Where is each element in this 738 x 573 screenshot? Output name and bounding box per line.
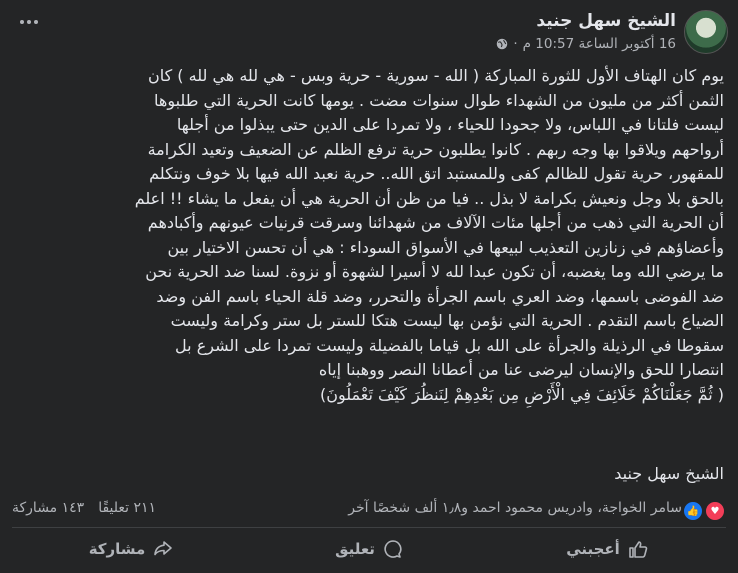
more-options-icon[interactable] [14, 12, 44, 32]
thumbs-up-icon [628, 539, 648, 559]
meta-separator: · [513, 36, 518, 52]
shares-count[interactable]: ١٤٣ مشاركة [12, 500, 85, 516]
reactors-text[interactable]: سامر الخواجة، وادريس محمود احمد و١٫٨ ألف شخصًا آخر [348, 500, 682, 516]
post-actions [12, 530, 726, 568]
comment-button[interactable] [250, 530, 488, 568]
post-line: ما يرضي الله وما يغضبه، أن تكون عبدا لله لا أسيرا لشهوة أو نزوة. لسنا ضد الحرية نحن [145, 262, 724, 281]
avatar[interactable] [684, 10, 728, 54]
post-signature: الشيخ سهل جنيد [614, 464, 724, 483]
like-button[interactable] [488, 530, 726, 568]
share-arrow-icon [153, 539, 173, 559]
post-line: أن الحرية التي ذهب من أجلها مئات الآلاف من شهدائنا وسرقت قرنيات عيونهم وأكبادهم [147, 213, 724, 232]
post-line: ( ثُمَّ جَعَلْنَاكُمْ خَلَائِفَ فِي الْأَرْضِ مِن بَعْدِهِمْ لِنَنظُرَ كَيْفَ تَعْمَلُونَ) [319, 384, 724, 404]
comments-count[interactable]: ٢١١ تعليقًا [98, 500, 157, 516]
post-line: ليست فلتانا في اللباس، ولا جحودا للحياء ، ولا تمردا على الدين حتى يبذلوا من أجلها [176, 115, 724, 134]
post-line: أرواحهم ويلاقوا بها وجه ربهم . كانوا يطلبون حرية ترفع الظلم عن الضعيف وتعيد الكرامة [147, 139, 724, 159]
post-meta [496, 36, 676, 52]
share-label: مشاركة [88, 540, 146, 558]
reaction-icons[interactable] [688, 500, 726, 522]
like-reaction-icon: 👍 [682, 500, 704, 522]
post-line: انتصارا للحق والإنسان ليرضى عنا من أعطانا النصر ووهبنا إياه [318, 360, 724, 379]
timestamp[interactable]: 16 أكتوبر الساعة 10:57 م [522, 36, 676, 52]
divider [12, 527, 726, 528]
post-line: ضد الفوضى باسمها، وضد العري باسم الجرأة والتحرر، وضد قلة الحياء باسم الفن وضد [156, 286, 724, 306]
comment-label: تعليق [335, 540, 375, 558]
post-line: الضياع باسم التقدم . الحرية التي نؤمن بها ليست هتكا للستر بل ستر وكرامة وليست [170, 311, 724, 330]
engagement-counts [12, 500, 156, 516]
post-line: بالحق بلا وجل ونعيش بكرامة لا بذل .. فيا من ظن أن الحرية هي أن يفعل ما يشاء !! اعلم [134, 188, 724, 208]
post-line: وأعضاؤهم في زنازين التعذيب لبيعها في الأسواق السوداء : هي أن تحسن الاختيار بين [167, 237, 724, 257]
comment-icon [383, 539, 403, 559]
post-line: للمقهور، حرية تقول للظالم كفى وللمستبد اتق الله.. حرية نعبد الله فيها بلا خوف ونتكلم [149, 164, 724, 183]
love-reaction-icon: ♥ [704, 500, 726, 522]
reactions-bar [12, 497, 726, 523]
post-line: سقوطا في الرذيلة والجرأة على الله بل قياما بالفضيلة وليست تمردا على الشرع بل [175, 335, 724, 355]
post-header [10, 8, 728, 60]
author-name[interactable]: الشيخ سهل جنيد [536, 11, 676, 31]
post-line: يوم كان الهتاف الأول للثورة المباركة ( الله - سورية - حرية وبس - هي لله هي لله ) كان [147, 66, 724, 85]
post-body [12, 64, 724, 407]
like-label: أعجبني [566, 540, 620, 558]
globe-icon [496, 38, 508, 50]
post-line: الثمن أكثر من مليون من الشهداء طوال سنوات مضت . يومها كانت الحرية التي طلبوها [154, 90, 724, 110]
share-button[interactable] [12, 530, 250, 568]
